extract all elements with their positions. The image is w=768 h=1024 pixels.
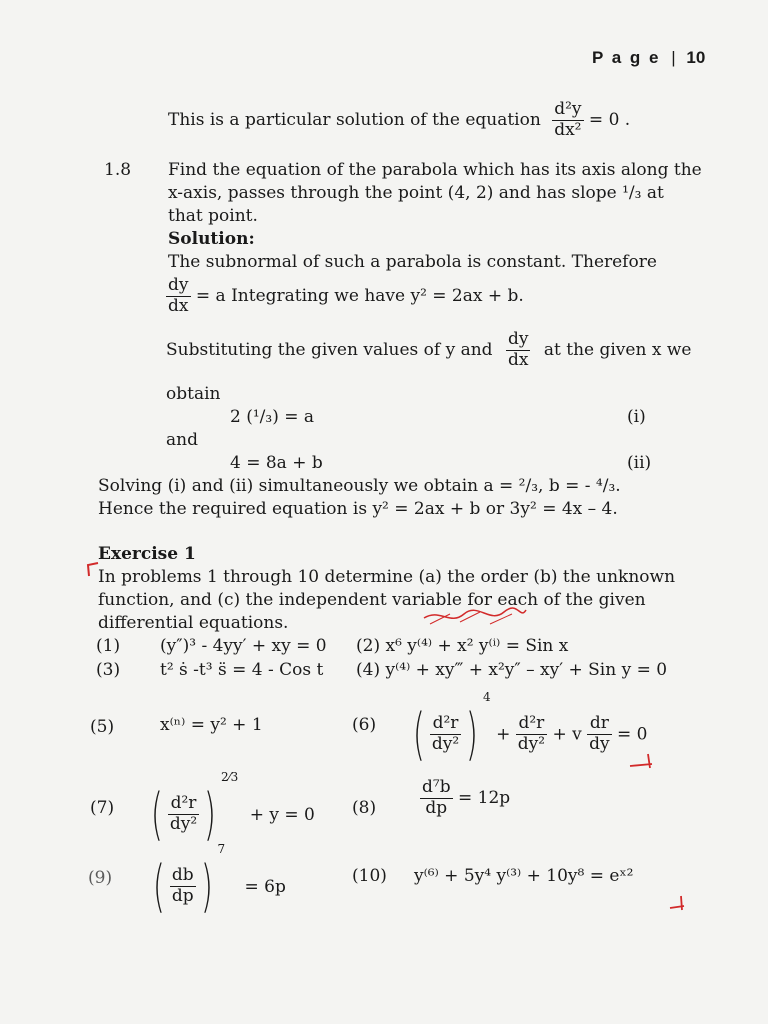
problem-7 — [146, 770, 315, 847]
exercise-line-1: In problems 1 through 10 determine (a) the order (b) the unknown — [98, 567, 676, 587]
problem-8 — [420, 778, 510, 818]
problem-line-2: x-axis, passes through the point (4, 2) and has slope ¹/₃ at — [168, 183, 664, 203]
problem-7-number: (7) — [90, 798, 115, 818]
intro-numerator: d²y — [554, 99, 582, 119]
problem-2: (2) x⁶ y⁽⁴⁾ + x² y⁽ⁱ⁾ = Sin x — [356, 636, 569, 656]
exercise-line-2: function, and (c) the independent variable for each of the given — [98, 590, 646, 610]
dy-numerator: dy — [168, 275, 189, 295]
p9-power: 7 — [217, 842, 226, 856]
problem-line-3: that point. — [168, 206, 258, 226]
problem-1: (y″)³ - 4yy′ + xy = 0 — [160, 636, 327, 656]
problem-3-number: (3) — [96, 660, 121, 680]
dx-denominator-2: dx — [507, 349, 529, 370]
solution-label: Solution: — [168, 229, 255, 249]
intro-text: This is a particular solution of the equation — [168, 110, 541, 131]
exercise-title: Exercise 1 — [98, 544, 196, 564]
p9-fraction — [170, 866, 196, 906]
p8-rest: = 12p — [458, 788, 511, 809]
p6-fraction-1 — [430, 714, 461, 754]
obtain-text: obtain — [166, 384, 221, 404]
p6-equals: = 0 — [617, 724, 648, 745]
p7-dy2: dy² — [169, 814, 198, 834]
left-paren: ( — [412, 701, 425, 767]
p6-plus-2: + v — [552, 724, 582, 745]
p7-d2r: d²r — [168, 794, 199, 815]
solution-line-1: The subnormal of such a parabola is constant. Therefore — [168, 252, 657, 272]
problem-9-number: (9) — [88, 868, 113, 888]
right-paren: ) — [466, 701, 479, 767]
p8-fraction — [420, 778, 453, 818]
page-header — [592, 48, 705, 68]
intro-fraction — [552, 100, 583, 140]
solution-line-3a: Substituting the given values of y and — [166, 340, 493, 361]
problem-10: y⁽⁶⁾ + 5y⁴ y⁽³⁾ + 10y⁸ = eˣ² — [414, 866, 634, 886]
p7-right-paren: ) — [204, 781, 217, 847]
problem-line-1: Find the equation of the parabola which has its axis along the — [168, 160, 702, 180]
equation-1-tag: (i) — [627, 407, 646, 427]
problem-8-number: (8) — [352, 798, 377, 818]
p6-d2r: d²r — [430, 714, 461, 735]
and-text: and — [166, 430, 198, 450]
intro-denominator: dx² — [554, 119, 582, 140]
p7-fraction — [168, 794, 199, 834]
problem-9 — [148, 842, 286, 919]
problem-5-number: (5) — [90, 717, 115, 737]
page-label: P a g e — [592, 48, 661, 67]
problem-6-number: (6) — [352, 715, 377, 735]
p6-dy2: dy² — [431, 734, 460, 754]
solution-line-2 — [166, 276, 524, 316]
red-tick-mark — [628, 752, 658, 772]
dy-numerator-2: dy — [507, 329, 529, 349]
solution-line-4: Solving (i) and (ii) simultaneously we obtain a = ²/₃, b = - ⁴/₃. — [98, 476, 621, 496]
p6-power: 4 — [483, 690, 491, 704]
intro-rhs: = 0 . — [588, 110, 631, 131]
red-tick-mark-2 — [668, 894, 688, 914]
equation-1: 2 (¹/₃) = a — [230, 407, 315, 427]
red-corner-mark — [84, 560, 104, 580]
p8-d7b: d⁷b — [422, 777, 451, 797]
solution-line-3 — [166, 330, 691, 370]
equation-2-tag: (ii) — [627, 453, 652, 473]
p6-fraction-3 — [587, 714, 612, 754]
dx-denominator: dx — [168, 295, 189, 316]
page-separator: | — [671, 48, 676, 67]
p9-db: db — [171, 865, 194, 886]
problem-1-number: (1) — [96, 636, 121, 656]
problem-6 — [408, 690, 648, 767]
page-number: 10 — [686, 48, 706, 67]
p7-left-paren: ( — [150, 781, 163, 847]
p6-dr: dr — [587, 714, 612, 735]
red-scribble-mark — [420, 606, 530, 628]
problem-number: 1.8 — [104, 160, 132, 180]
dydx-fraction — [166, 276, 191, 316]
p9-rest: = 6p — [244, 876, 286, 897]
equation-2: 4 = 8a + b — [230, 453, 323, 473]
problem-10-number: (10) — [352, 866, 387, 886]
problem-5: x⁽ⁿ⁾ = y² + 1 — [160, 715, 263, 735]
p8-dp: dp — [425, 797, 448, 818]
solution-line-3b: at the given x we — [543, 340, 692, 361]
solution-line-5: Hence the required equation is y² = 2ax + b or 3y² = 4x – 4. — [98, 499, 618, 519]
p6-dy2-2: dy² — [517, 734, 546, 754]
p6-dy: dy — [589, 734, 610, 754]
p6-d2r-2: d²r — [516, 714, 547, 735]
problem-3: t² ṡ -t³ s̈ = 4 - Cos t — [160, 660, 324, 680]
intro-line — [168, 100, 630, 140]
solution-line-2-text: = a Integrating we have y² = 2ax + b. — [195, 286, 524, 307]
p7-rest: + y = 0 — [249, 804, 315, 825]
problem-4: (4) y⁽⁴⁾ + xy‴ + x²y″ – xy′ + Sin y = 0 — [356, 660, 668, 680]
dydx-fraction-2 — [506, 330, 531, 370]
exercise-line-3: differential equations. — [98, 613, 289, 633]
p7-power: 2⁄3 — [221, 770, 239, 784]
p9-dp: dp — [171, 886, 194, 906]
p6-fraction-2 — [516, 714, 547, 754]
p9-left-paren: ( — [152, 853, 165, 919]
p6-plus-1: + — [496, 724, 511, 745]
p9-right-paren: ) — [200, 853, 213, 919]
